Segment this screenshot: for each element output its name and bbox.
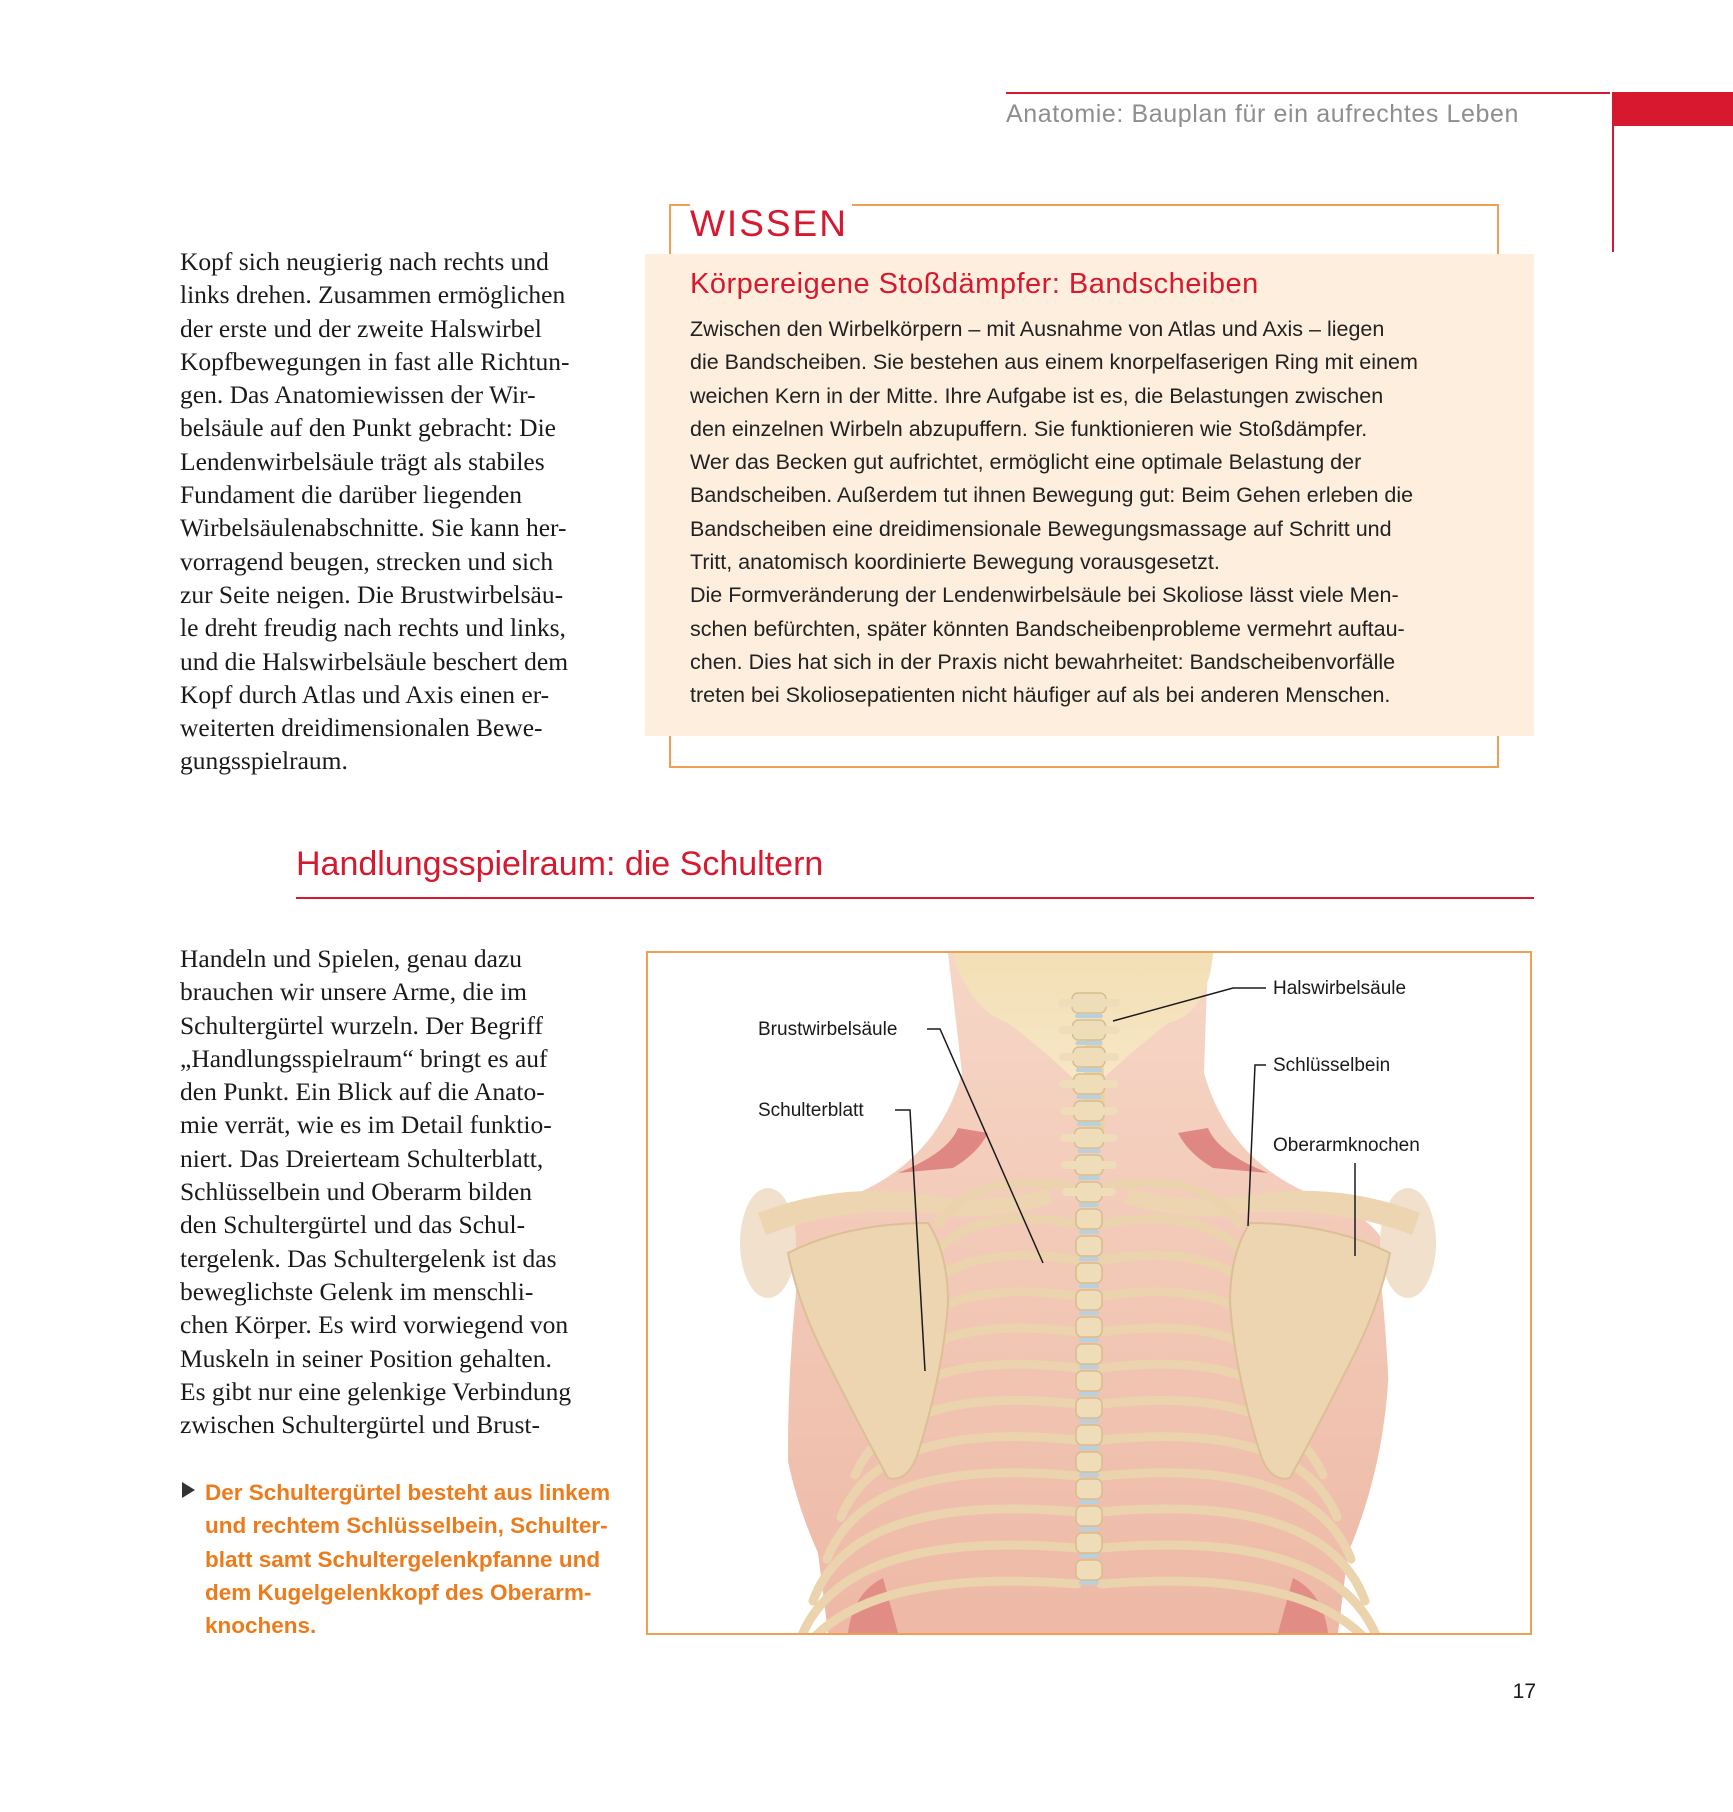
text-line: und rechtem Schlüsselbein, Schulter- [205, 1513, 608, 1539]
wissen-heading: Körpereigene Stoßdämpfer: Bandscheiben [690, 268, 1259, 300]
intervertebral-disc [1077, 1095, 1102, 1099]
label-halswirbelsaeule: Halswirbelsäule [1273, 978, 1407, 999]
text-line: Kopf durch Atlas und Axis einen er- [180, 679, 550, 709]
text-line: Fundament die darüber liegenden [180, 480, 523, 510]
text-line: Wer das Becken gut aufrichtet, ermöglicht eine optimale Belastung der [690, 450, 1362, 475]
text-line: beweglichste Gelenk im menschli- [180, 1276, 534, 1306]
intervertebral-disc [1076, 1068, 1102, 1072]
transverse-process [1061, 1161, 1117, 1169]
text-line: gungsspielraum. [180, 746, 348, 776]
intervertebral-disc [1079, 1473, 1099, 1477]
text-line: le dreht freudig nach rechts und links, [180, 613, 566, 643]
text-line: Es gibt nur eine gelenkige Verbindung [180, 1376, 572, 1406]
section-rule [296, 897, 1534, 899]
text-line: den Punkt. Ein Blick auf die Anato- [180, 1077, 545, 1107]
text-line: weiterten dreidimensionalen Bewe- [180, 713, 543, 743]
vertebra [1076, 1344, 1102, 1364]
intervertebral-disc [1079, 1527, 1099, 1531]
text-line: Handeln und Spielen, genau dazu [180, 944, 523, 973]
intervertebral-disc [1079, 1338, 1099, 1342]
intervertebral-disc [1079, 1581, 1099, 1585]
header-vertical-rule [1612, 92, 1614, 252]
shoulder-paragraph [180, 942, 630, 1441]
text-line: Tritt, anatomisch koordinierte Bewegung vorausgesetzt. [690, 550, 1220, 575]
text-line: Der Schultergürtel besteht aus linkem [205, 1480, 611, 1505]
text-line: Wirbelsäulenabschnitte. Sie kann her- [180, 513, 567, 543]
text-line: Bandscheiben. Außerdem tut ihnen Bewegung gut: Beim Gehen erleben die [690, 483, 1414, 508]
text-line: Schlüsselbein und Oberarm bilden [180, 1177, 532, 1207]
text-line: Bandscheiben eine dreidimensionale Bewegungsmassage auf Schritt und [690, 516, 1392, 541]
label-schluesselbein: Schlüsselbein [1273, 1055, 1391, 1076]
transverse-process [1061, 1134, 1118, 1142]
vertebra [1076, 1560, 1102, 1580]
text-line: Muskeln in seiner Position gehalten. [180, 1343, 552, 1373]
vertebra [1076, 1317, 1102, 1337]
intervertebral-disc [1079, 1257, 1099, 1261]
text-line: blatt samt Schultergelenkpfanne und [205, 1546, 601, 1572]
vertebra [1076, 1533, 1102, 1553]
text-line: niert. Das Dreierteam Schulterblatt, [180, 1143, 544, 1173]
bullet-arrow-icon [182, 1482, 195, 1498]
vertebra [1076, 1263, 1102, 1283]
intervertebral-disc [1079, 1311, 1099, 1315]
text-line: Zwischen den Wirbelkörpern – mit Ausnahme von Atlas und Axis – liegen [690, 317, 1385, 341]
intervertebral-disc [1079, 1554, 1099, 1558]
bullet-text [205, 1476, 625, 1642]
text-line: „Handlungsspielraum“ bringt es auf [180, 1043, 548, 1073]
text-line: tergelenk. Das Schultergelenk ist das [180, 1243, 557, 1273]
intervertebral-disc [1078, 1176, 1100, 1180]
transverse-process [1060, 1107, 1118, 1115]
text-line: und die Halswirbelsäule beschert dem [180, 646, 569, 676]
text-line: Schultergürtel wurzeln. Der Begriff [180, 1010, 544, 1040]
transverse-process [1059, 1026, 1120, 1034]
transverse-process [1058, 999, 1120, 1007]
text-line: brauchen wir unsere Arme, die im [180, 977, 527, 1007]
text-line: Lendenwirbelsäule trägt als stabiles [180, 446, 545, 476]
vertebra [1076, 1290, 1102, 1310]
text-line: schen befürchten, später könnten Bandscheibenprobleme vermehrt auftau- [690, 616, 1405, 641]
intervertebral-disc [1079, 1365, 1099, 1369]
text-line: den Schultergürtel und das Schul- [180, 1210, 526, 1240]
text-line: dem Kugelgelenkkopf des Oberarm- [205, 1579, 592, 1605]
text-line: weichen Kern in der Mitte. Ihre Aufgabe ist es, die Belastungen zwischen [690, 383, 1384, 408]
intervertebral-disc [1079, 1500, 1099, 1504]
text-line: die Bandscheiben. Sie bestehen aus einem knorpelfaserigen Ring mit einem [690, 350, 1418, 375]
text-line: gen. Das Anatomiewissen der Wir- [180, 380, 536, 410]
text-line: zur Seite neigen. Die Brustwirbelsäu- [180, 579, 564, 609]
intervertebral-disc [1079, 1419, 1099, 1423]
wissen-body [690, 313, 1510, 713]
label-oberarmknochen: Oberarmknochen [1273, 1135, 1420, 1156]
text-line: knochens. [205, 1613, 317, 1639]
text-line: belsäule auf den Punkt gebracht: Die [180, 413, 557, 443]
vertebra [1076, 1209, 1102, 1229]
vertebra [1076, 1371, 1102, 1391]
text-line: chen Körper. Es wird vorwiegend von [180, 1310, 569, 1340]
vertebra [1076, 1506, 1102, 1526]
header-rule [1006, 92, 1610, 94]
intervertebral-disc [1076, 1041, 1103, 1045]
wissen-label: WISSEN [690, 203, 852, 245]
text-line: mie verrät, wie es im Detail funktio- [180, 1110, 552, 1140]
vertebra [1076, 1452, 1102, 1472]
intervertebral-disc [1079, 1392, 1099, 1396]
label-schulterblatt: Schulterblatt [758, 1100, 864, 1121]
intervertebral-disc [1079, 1203, 1099, 1207]
label-brustwirbelsaeule: Brustwirbelsäule [758, 1019, 898, 1040]
text-line: treten bei Skoliosepatienten nicht häufiger auf als bei anderen Menschen. [690, 683, 1391, 708]
text-line: chen. Dies hat sich in der Praxis nicht bewahrheitet: Bandscheibenvorfälle [690, 649, 1396, 674]
text-line: Kopfbewegungen in fast alle Richtun- [180, 346, 570, 376]
transverse-process [1059, 1053, 1119, 1061]
vertebra [1076, 1425, 1102, 1445]
intervertebral-disc [1075, 1014, 1103, 1018]
header-color-tab [1612, 92, 1733, 126]
section-heading: Handlungsspielraum: die Schultern [296, 845, 824, 883]
intervertebral-disc [1079, 1446, 1099, 1450]
text-line: Die Formveränderung der Lendenwirbelsäule bei Skoliose lässt viele Men- [690, 583, 1399, 608]
intro-paragraph [180, 245, 630, 778]
running-header: Anatomie: Bauplan für ein aufrechtes Leben [1006, 100, 1520, 128]
text-line: Kopf sich neugierig nach rechts und [180, 247, 549, 276]
transverse-process [1062, 1188, 1116, 1196]
intervertebral-disc [1078, 1149, 1101, 1153]
vertebra [1076, 1236, 1102, 1256]
text-line: zwischen Schultergürtel und Brust- [180, 1410, 541, 1440]
transverse-process [1060, 1080, 1119, 1088]
shoulder-anatomy-illustration [646, 951, 1532, 1635]
text-line: vorragend beugen, strecken und sich [180, 546, 554, 576]
vertebra [1076, 1479, 1102, 1499]
intervertebral-disc [1077, 1122, 1101, 1126]
text-line: der erste und der zweite Halswirbel [180, 313, 542, 343]
vertebra [1076, 1398, 1102, 1418]
text-line: links drehen. Zusammen ermöglichen [180, 280, 566, 310]
intervertebral-disc [1079, 1230, 1099, 1234]
intervertebral-disc [1079, 1284, 1099, 1288]
page-number: 17 [1512, 1680, 1536, 1703]
text-line: den einzelnen Wirbeln abzupuffern. Sie funktionieren wie Stoßdämpfer. [690, 416, 1368, 441]
